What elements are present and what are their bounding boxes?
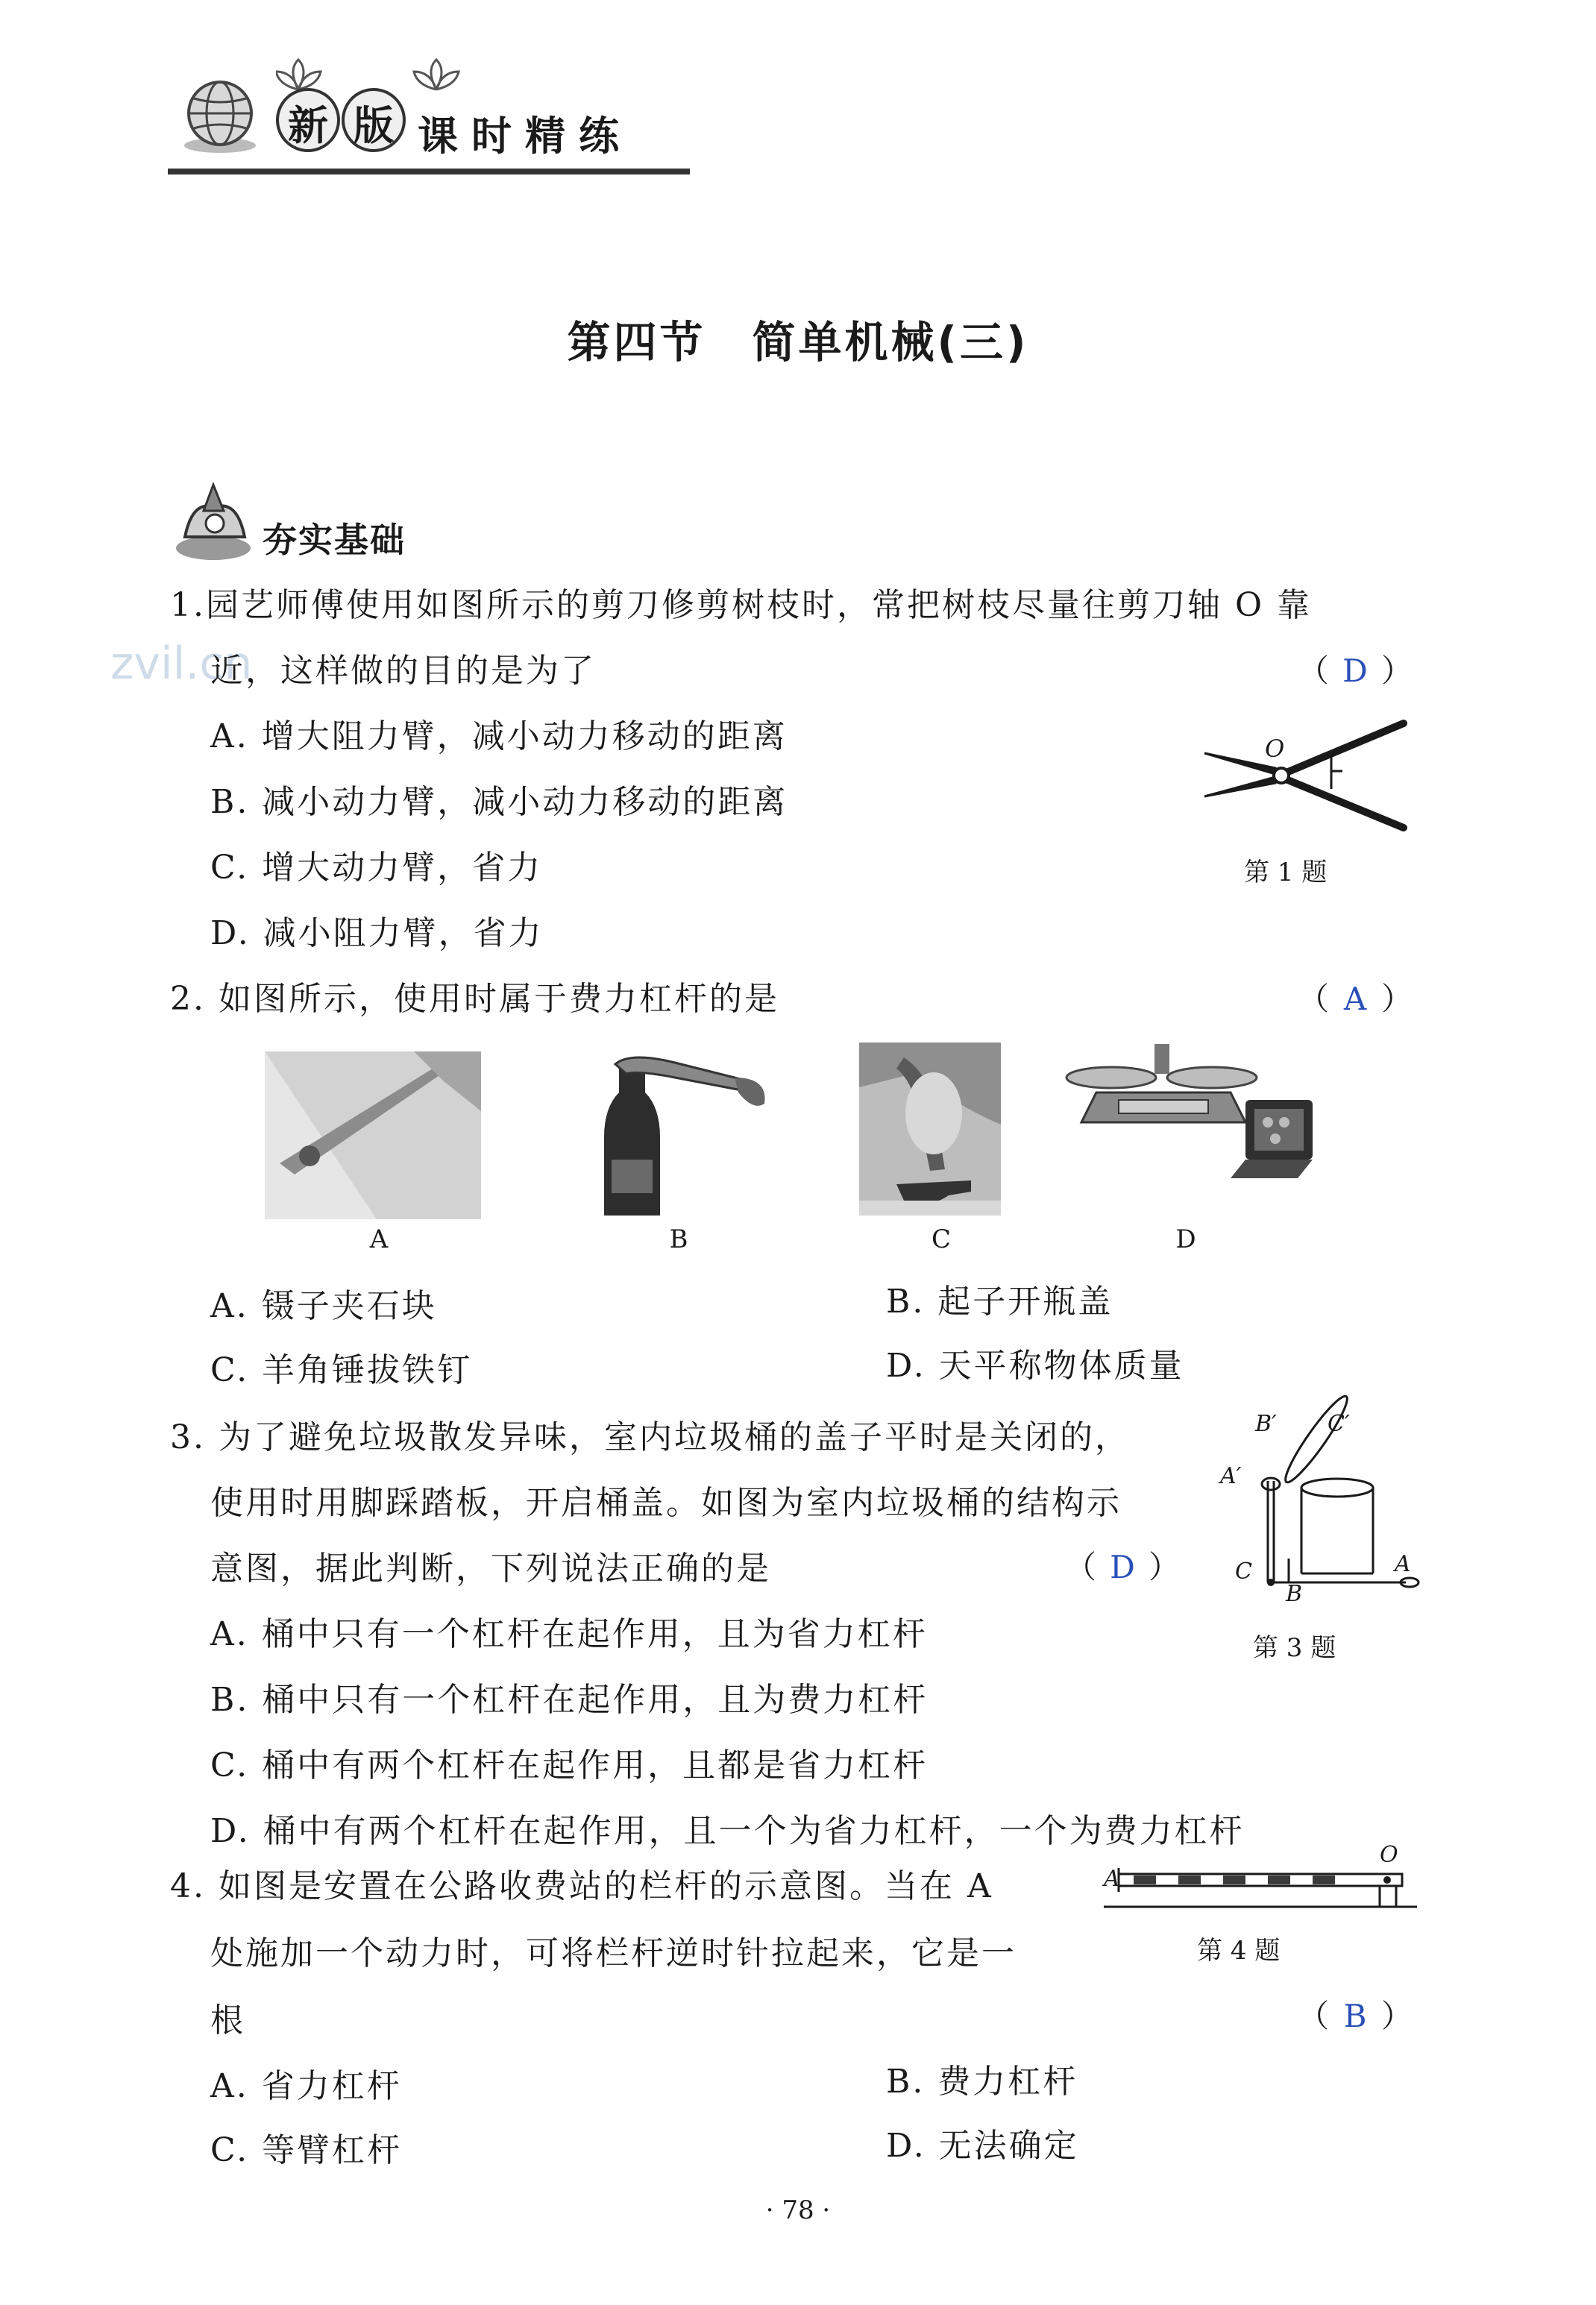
series-title: 课时精练 bbox=[418, 113, 632, 160]
tweezers-photo bbox=[265, 1051, 481, 1219]
section-label: 夯实基础 bbox=[263, 520, 406, 560]
question-4-point-a: A bbox=[1104, 1866, 1120, 1892]
question-3-point-c-prime: C′ bbox=[1328, 1411, 1350, 1437]
question-4-stem-line-2: 处施加一个动力时，可将栏杆逆时针拉起来，它是一 bbox=[210, 1934, 1017, 1972]
question-4-answer: （ B ） bbox=[1298, 1996, 1413, 2037]
question-1-figure-point-o: O bbox=[1265, 735, 1285, 763]
question-4-option-c: C. 等臂杠杆 bbox=[210, 2131, 403, 2169]
question-4-stem-line-1: 4. 如图是安置在公路收费站的栏杆的示意图。当在 A bbox=[170, 1867, 993, 1905]
question-2-stem: 2. 如图所示，使用时属于费力杠杆的是 bbox=[170, 980, 779, 1018]
question-3-point-b-prime: B′ bbox=[1255, 1411, 1277, 1437]
question-2-image-label-d: D bbox=[1175, 1224, 1196, 1254]
question-3-stem-line-1: 3. 为了避免垃圾散发异味，室内垃圾桶的盖子平时是关闭的， bbox=[170, 1418, 1130, 1456]
question-2-image-label-c: C bbox=[931, 1224, 951, 1254]
toll-gate-barrier-diagram bbox=[1104, 1861, 1417, 1913]
question-3-point-b: B bbox=[1286, 1581, 1303, 1607]
question-4-option-b: B. 费力杠杆 bbox=[886, 2063, 1078, 2101]
question-3-point-a: A bbox=[1395, 1551, 1411, 1577]
header-rule bbox=[168, 169, 690, 174]
balance-scale-photo bbox=[1059, 1040, 1320, 1204]
question-2-option-d: D. 天平称物体质量 bbox=[886, 1347, 1184, 1385]
page-number: · 78 · bbox=[765, 2195, 831, 2225]
question-1-option-d: D. 减小阻力臂，省力 bbox=[210, 914, 544, 952]
question-3-option-d: D. 桶中有两个杠杆在起作用，且一个为省力杠杆，一个为费力杠杆 bbox=[210, 1812, 1245, 1850]
header bbox=[164, 52, 701, 179]
question-1-answer: （ D ） bbox=[1298, 650, 1413, 692]
watermark: zvil.cn bbox=[110, 638, 253, 690]
question-4-option-d: D. 无法确定 bbox=[886, 2127, 1079, 2165]
question-3-answer: （ D ） bbox=[1065, 1547, 1180, 1588]
question-1-stem-line-2: 近，这样做的目的是为了 bbox=[210, 652, 596, 690]
question-2-image-label-b: B bbox=[669, 1224, 688, 1254]
question-3-stem-line-3: 意图，据此判断，下列说法正确的是 bbox=[210, 1550, 771, 1588]
question-1-option-c: C. 增大动力臂，省力 bbox=[210, 849, 543, 887]
question-2-option-b: B. 起子开瓶盖 bbox=[886, 1283, 1113, 1321]
question-2-image-label-a: A bbox=[369, 1224, 389, 1254]
question-1-option-a: A. 增大阻力臂，减小动力移动的距离 bbox=[210, 717, 788, 755]
question-2-option-c: C. 羊角锤拔铁钉 bbox=[210, 1351, 473, 1389]
question-3-answer-value: D bbox=[1110, 1549, 1135, 1585]
question-4-answer-value: B bbox=[1343, 1998, 1367, 2034]
question-4-option-a: A. 省力杠杆 bbox=[210, 2067, 402, 2105]
question-1-stem-line-1: 1.园艺师傅使用如图所示的剪刀修剪树枝时，常把树枝尽量往剪刀轴 O 靠 bbox=[170, 586, 1313, 624]
question-2-answer: （ A ） bbox=[1298, 978, 1413, 1020]
header-badge-1-text: 新 bbox=[288, 102, 328, 149]
question-1-answer-value: D bbox=[1342, 652, 1368, 689]
question-1-figure-caption: 第 1 题 bbox=[1244, 858, 1328, 887]
question-1-option-b: B. 减小动力臂，减小动力移动的距离 bbox=[210, 783, 788, 821]
bottle-opener-photo bbox=[585, 1048, 768, 1216]
claw-hammer-photo bbox=[859, 1043, 1001, 1216]
question-3-option-a: A. 桶中只有一个杠杆在起作用，且为省力杠杆 bbox=[210, 1615, 928, 1653]
page-title: 第四节 简单机械(三) bbox=[567, 317, 1029, 368]
question-3-point-a-prime: A′ bbox=[1220, 1463, 1242, 1489]
question-2-answer-value: A bbox=[1343, 981, 1367, 1017]
question-4-stem-line-3: 根 bbox=[210, 2001, 245, 2040]
question-4-figure-caption: 第 4 题 bbox=[1197, 1936, 1281, 1966]
section-badge-icon bbox=[170, 477, 260, 567]
question-3-option-c: C. 桶中有两个杠杆在起作用，且都是省力杠杆 bbox=[210, 1746, 929, 1784]
question-3-figure-caption: 第 3 题 bbox=[1253, 1633, 1336, 1663]
question-4-point-o: O bbox=[1380, 1842, 1398, 1868]
question-3-point-c: C bbox=[1235, 1559, 1252, 1585]
scissors-figure bbox=[1201, 708, 1417, 835]
globe-logo-icon bbox=[179, 75, 261, 157]
header-badge-2-text: 版 bbox=[354, 102, 394, 149]
flower-decoration-icon bbox=[276, 52, 589, 97]
question-2-option-a: A. 镊子夹石块 bbox=[210, 1287, 437, 1325]
question-3-stem-line-2: 使用时用脚踩踏板，开启桶盖。如图为室内垃圾桶的结构示 bbox=[210, 1484, 1122, 1522]
question-3-option-b: B. 桶中只有一个杠杆在起作用，且为费力杠杆 bbox=[210, 1681, 929, 1719]
